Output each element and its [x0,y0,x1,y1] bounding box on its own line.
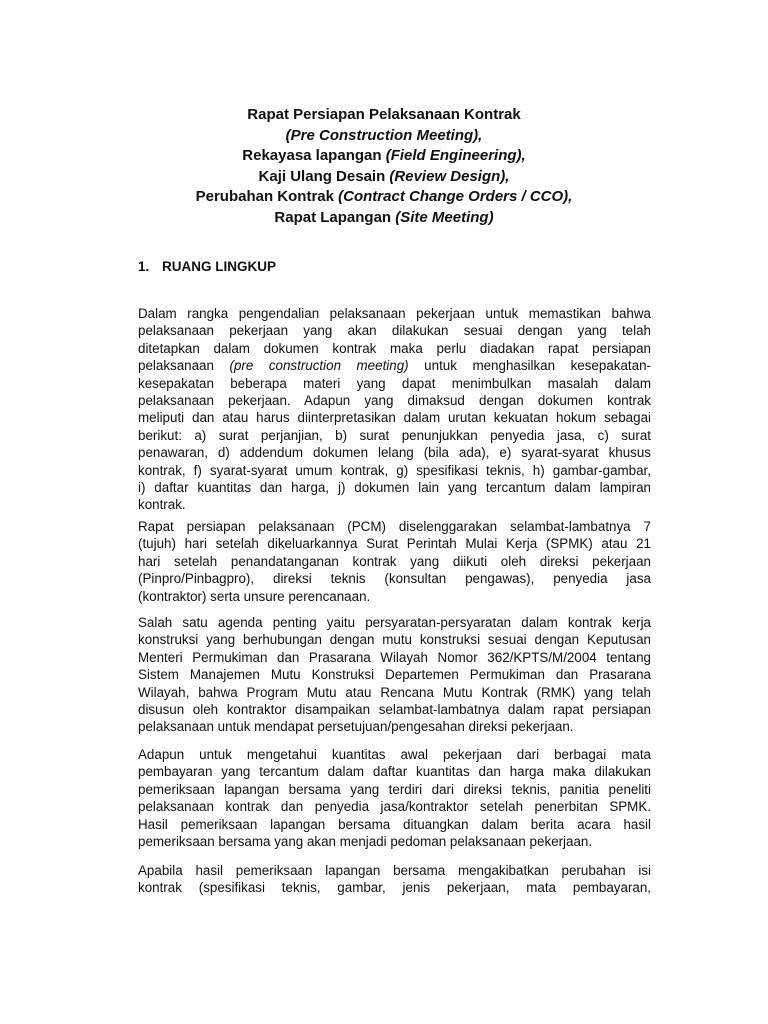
title-line-5-italic: (Contract Change Orders / CCO), [338,188,573,205]
paragraph-line: Wilayah, bahwa Program Mutu atau Rencana Mutu Kontrak (RMK) yang telah [138,684,651,700]
paragraph-line: Apabila hasil pemeriksaan lapangan bersama mengakibatkan perubahan isi [138,863,651,878]
paragraph-line: Salah satu agenda penting yaitu persyaratan-persyaratan dalam kontrak kerja [138,615,651,630]
title-line-6-italic: (Site Meeting) [395,208,494,226]
paragraph-line: kesepakatan beberapa materi yang dapat menimbulkan masalah dalam [138,375,651,391]
paragraph-line: (tujuh) hari setelah dikeluarkannya Surat Perintah Mulai Kerja (SPMK) atau 21 [138,536,651,552]
paragraph-line: Menteri Permukiman dan Prasarana Wilayah Nomor 362/KPTS/M/2004 tentang [138,649,651,665]
title-line-4-italic: (Review Design), [389,167,510,185]
paragraph-line: pemeriksaan bersama yang akan menjadi pedoman pelaksanaan pekerjaan. [138,833,593,849]
title-line-6-text: Rapat Lapangan [274,208,396,226]
title-line-5-text: Perubahan Kontrak [195,188,339,205]
paragraph-line-italic: (pre construction meeting) [229,358,409,374]
paragraph-line: Rapat persiapan pelaksanaan (PCM) diselenggarakan selambat-lambatnya 7 [138,519,651,534]
title-line-3 [0,146,768,167]
title-line-5 [0,187,768,208]
section-heading-text: RUANG LINGKUP [162,259,276,274]
paragraph-line: kontrak. [138,497,186,513]
paragraph-3 [138,614,651,736]
paragraph-5 [138,862,651,897]
document-title [0,105,768,228]
paragraph-4 [138,746,651,850]
paragraph-line: ditetapkan dalam dokumen kontrak maka perlu diadakan rapat persiapan [138,340,651,356]
paragraph-line: pelaksanaan kontrak dan penyedia jasa/kontraktor setelah penerbitan SPMK. [138,799,651,815]
section-number: 1. [138,259,150,274]
paragraph-line: (Pinpro/Pinbagpro), direksi teknis (konsultan pengawas), penyedia jasa [138,571,651,587]
paragraph-1 [138,305,651,514]
paragraph-2 [138,518,651,605]
paragraph-line: (kontraktor) serta unsure perencanaan. [138,588,371,604]
paragraph-line: pelaksanaan untuk mendapat persetujuan/pengesahan direksi pekerjaan. [138,719,574,735]
paragraph-line: penawaran, d) addendum dokumen lelang (bila ada), e) syarat-syarat khusus [138,445,651,461]
paragraph-line: Adapun untuk mengetahui kuantitas awal pekerjaan dari berbagai mata [138,747,651,762]
title-line-2: (Pre Construction Meeting), [285,126,483,144]
paragraph-line: Dalam rangka pengendalian pelaksanaan pekerjaan untuk memastikan bahwa [138,306,651,321]
paragraph-line: berikut: a) surat perjanjian, b) surat penunjukkan penyedia jasa, c) surat [138,427,651,443]
paragraph-line: pembayaran yang tercantum dalam daftar kuantitas dan harga maka dilakukan [138,764,651,780]
paragraph-line-segment: untuk menghasilkan kesepakatan- [424,358,651,374]
paragraph-line: kontrak, f) syarat-syarat umum kontrak, g) spesifikasi teknis, h) gambar-gambar, [138,462,651,478]
section-heading [138,258,276,276]
title-line-1: Rapat Persiapan Pelaksanaan Kontrak [247,106,521,123]
paragraph-line: Hasil pemeriksaan lapangan bersama dituangkan dalam berita acara hasil [138,816,651,832]
title-line-4-text: Kaji Ulang Desain [258,167,390,185]
title-line-4 [0,167,768,188]
title-line-3-italic: (Field Engineering), [385,147,526,164]
paragraph-line [138,357,651,374]
paragraph-line: kontrak (spesifikasi teknis, gambar, jenis pekerjaan, mata pembayaran, [138,880,651,896]
title-line-6 [0,208,768,229]
paragraph-line: pelaksanaan pekerjaan. Adapun yang dimaksud dengan dokumen kontrak [138,392,651,408]
paragraph-line: meliputi dan atau harus diinterpretasikan dalam urutan kekuatan hokum sebagai [138,410,651,426]
paragraph-line: disusun oleh kontraktor disampaikan selambat-lambatnya dalam rapat persiapan [138,701,651,717]
paragraph-line-segment: pelaksanaan [138,358,214,374]
paragraph-line: pelaksanaan pekerjaan yang akan dilakukan sesuai dengan yang telah [138,323,651,339]
paragraph-line: konstruksi yang berhubungan dengan mutu konstruksi sesuai dengan Keputusan [138,632,651,648]
paragraph-line: i) daftar kuantitas dan harga, j) dokumen lain yang tercantum dalam lampiran [138,479,651,495]
paragraph-line: Sistem Manajemen Mutu Konstruksi Departemen Permukiman dan Prasarana [138,667,651,683]
title-line-3-text: Rekayasa lapangan [242,147,386,164]
paragraph-line: pemeriksaan lapangan bersama yang terdiri dari direksi teknis, panitia peneliti [138,781,651,797]
paragraph-line: hari setelah penandatanganan kontrak yang diikuti oleh direksi pekerjaan [138,553,651,569]
